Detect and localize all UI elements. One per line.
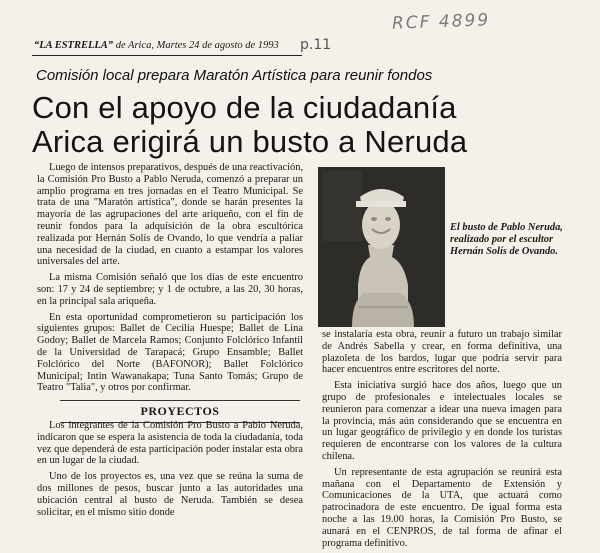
photo-caption: El busto de Pablo Neruda, realizado por el escultor Hernán Solís de Ovando. [450,222,563,257]
headline-line-1: Con el apoyo de la ciudadanía [32,90,457,125]
paragraph: se instalaría esta obra, reunir a futuro un trabajo similar de Andrés Sabella y crear, en forma definitiva, una plazoleta de los bardos, lugar que podría servir para hacer encuentros entre escritores del norte. [322,329,562,376]
paragraph: Esta iniciativa surgió hace dos años, luego que un grupo de profesionales e intelectuales locales se reunieron para comenzar a idear una nueva imagen para la provincia, más aún considerando que se encuentra en un lugar geográfico de privilegio y en donde los turistas requieren de encontrarse con los valores de la cultura chilena. [322,380,562,462]
source-date: de Arica, Martes 24 de agosto de 1993 [113,40,279,51]
paragraph: Uno de los proyectos es, una vez que se reúna la suma de dos millones de pesos, buscar junto a las autoridades una ubicación central al busto de Neruda. También se desea solicitar, en el mismo sitio donde [37,471,303,518]
kicker: Comisión local prepara Maratón Artística para reunir fondos [36,67,433,84]
archive-code: RCF 4899 [391,10,491,34]
source-line [34,40,279,51]
newspaper-name: “LA ESTRELLA” [34,40,114,51]
paragraph: Los integrantes de la Comisión Pro Busto a Pablo Neruda, indicaron que se espera la asistencia de toda la ciudadanía, toda vez que dependerá de esta participación poder instalar esta obra en un lugar de la ciudad. [37,420,303,467]
headline-line-2: Arica erigirá un busto a Neruda [32,124,468,159]
column-a [37,162,303,398]
column-b [322,329,562,553]
column-a-continued [37,420,303,522]
paragraph: La misma Comisión señaló que los días de este encuentro son: 17 y 24 de septiembre; y 1 de octubre, a las 20, 30 horas, en la principal sala ariqueña. [37,272,303,307]
paragraph: Luego de intensos preparativos, después de una reactivación, la Comisión Pro Busto a Pablo Neruda, comenzó a preparar un amplio programa en tres jornadas en el Teatro Municipal. Se trata de una "Maratón artística", donde se harán presentes la mayoría de las agrupaciones del arte ariqueño, con el fin de reunir fondos para la adquisición de la obra escultórica realizada por Hernán Solís de Ovando, lo que vendría a paliar una necesidad de la ciudad, en cuanto a estampar los valores universales del arte. [37,162,303,268]
source-rule [32,55,302,56]
headline [32,91,467,159]
bust-illustration [318,167,445,327]
paragraph: En esta oportunidad comprometieron su participación los siguientes grupos: Ballet de Cecilia Huespe; Ballet de Lina Godoy; Ballet de Marcela Ramos; Conjunto Folclórico Infantil de la Universidad de Tarapacá; Grupo Ensamble; Ballet Folclórico del Norte (BAFONOR); Ballet Folclórico Municipal; Intin Wawanakapa; Tuna Santo Tomás; Grupo de Teatro "Talia", y otros por confirmar. [37,311,303,394]
bust-photo [318,167,445,327]
paragraph: Un representante de esta agrupación se reunirá esta mañana con el Departamento de Extensión y Comunicaciones de la UTA, que actuará como patrocinadora de este encuentro. De igual forma esta noche a las 19.00 horas, la Comisión Pro Busto, se aunará en el CENPROS, de tal forma de afinar el programa definitivo. [322,466,562,549]
page-mark: p.11 [300,37,332,53]
section-heading: PROYECTOS [60,400,300,423]
